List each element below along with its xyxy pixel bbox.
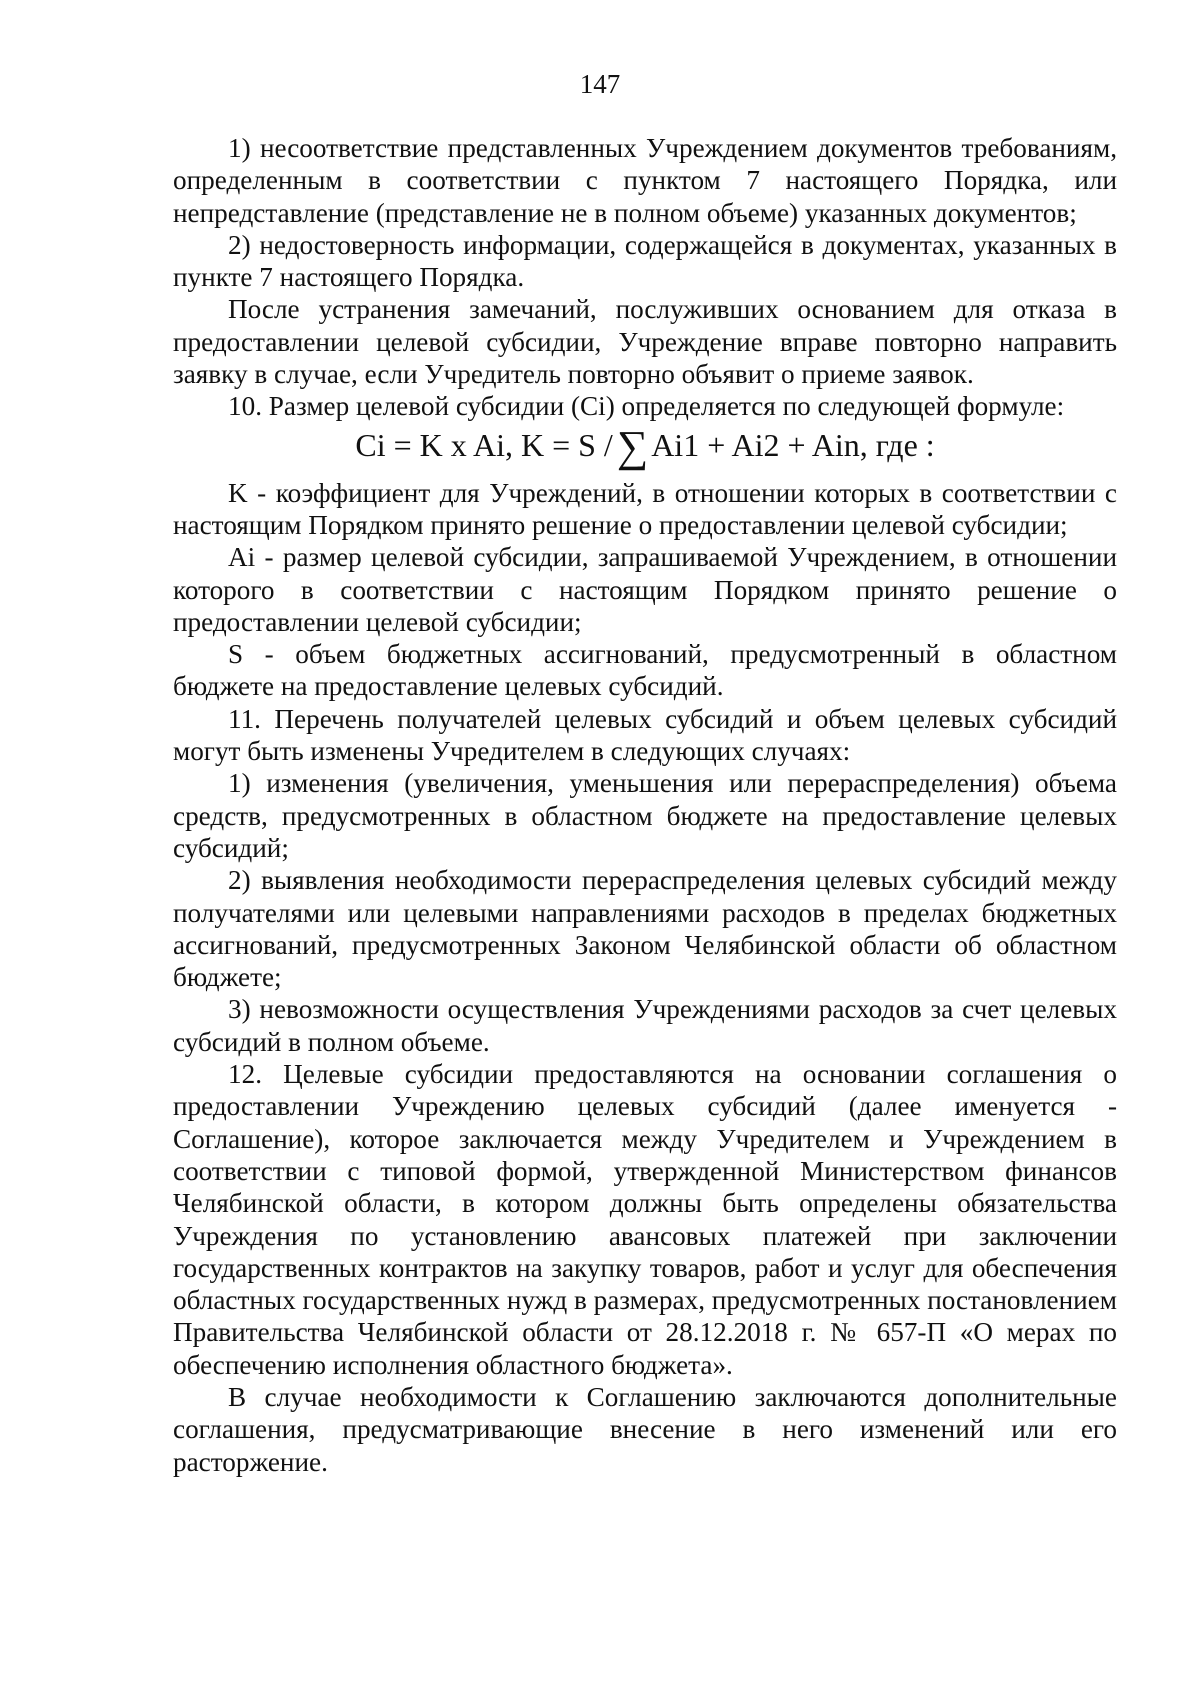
paragraph-change-case-3: 3) невозможности осуществления Учреждениями расходов за счет целевых субсидий в полном объеме. [173, 994, 1117, 1057]
paragraph-refusal-reason-2: 2) недостоверность информации, содержащейся в документах, указанных в пункте 7 настоящего Порядка. [173, 229, 1117, 293]
paragraph-s-definition: S - объем бюджетных ассигнований, предусмотренный в областном бюджете на предоставление целевых субсидий. [173, 639, 1117, 702]
paragraph-clause-11: 11. Перечень получателей целевых субсидий и объем целевых субсидий могут быть изменены Учредителем в следующих случаях: [173, 703, 1117, 767]
paragraph-clause-12: 12. Целевые субсидии предоставляются на основании соглашения о предоставлении Учреждению целевых субсидий (далее именуется - Соглашение), которое заключается между Учредителем и Учреждением в соответствии с типовой формой, утвержденной Министерством финансов Челябинской области, в котором должны быть определены обязательства Учреждения по установлению авансовых платежей при заключении государственных контрактов на закупку товаров, работ и услуг для обеспечения областных государственных нужд в размерах, предусмотренных постановлением Правительства Челябинской области от 28.12.2018 г. № 657-П «О мерах по обеспечению исполнения областного бюджета». [173, 1059, 1117, 1380]
paragraph-ai-definition: Ai - размер целевой субсидии, запрашиваемой Учреждением, в отношении которого в соответствии с настоящим Порядком принято решение о предоставлении целевой субсидии; [173, 542, 1117, 637]
paragraph-additional-agreements: В случае необходимости к Соглашению заключаются дополнительные соглашения, предусматривающие внесение в него изменений или его расторжение. [173, 1381, 1117, 1477]
formula-right: Ai1 + Ai2 + Ain, где : [651, 426, 935, 463]
paragraph-change-case-1: 1) изменения (увеличения, уменьшения или перераспределения) объема средств, предусмотренных в областном бюджете на предоставление целевых субсидий; [173, 768, 1117, 863]
formula-left: Ci = K x Ai, K = S / [355, 426, 613, 463]
paragraph-change-case-2: 2) выявления необходимости перераспределения целевых субсидий между получателями или целевыми направлениями расходов в пределах бюджетных ассигнований, предусмотренных Законом Челябинской области об областном бюджете; [173, 865, 1117, 993]
document-body [173, 132, 1117, 1478]
page-number: 147 [579, 69, 621, 99]
paragraph-refusal-reason-1: 1) несоответствие представленных Учреждением документов требованиям, определенным в соответствии с пунктом 7 настоящего Порядка, или непредставление (представление не в полном объеме) указанных документов; [173, 133, 1117, 228]
sum-symbol: ∑ [616, 421, 649, 471]
subsidy-formula [173, 421, 1117, 471]
paragraph-k-definition: K - коэффициент для Учреждений, в отношении которых в соответствии с настоящим Порядком принято решение о предоставлении целевой субсидии; [173, 477, 1117, 540]
paragraph-clause-10: 10. Размер целевой субсидии (Ci) определяется по следующей формуле: [228, 391, 1065, 422]
paragraph-resubmission: После устранения замечаний, послуживших основанием для отказа в предоставлении целевой субсидии, Учреждение вправе повторно направить заявку в случае, если Учредитель повторно объявит о приеме заявок. [173, 294, 1117, 390]
